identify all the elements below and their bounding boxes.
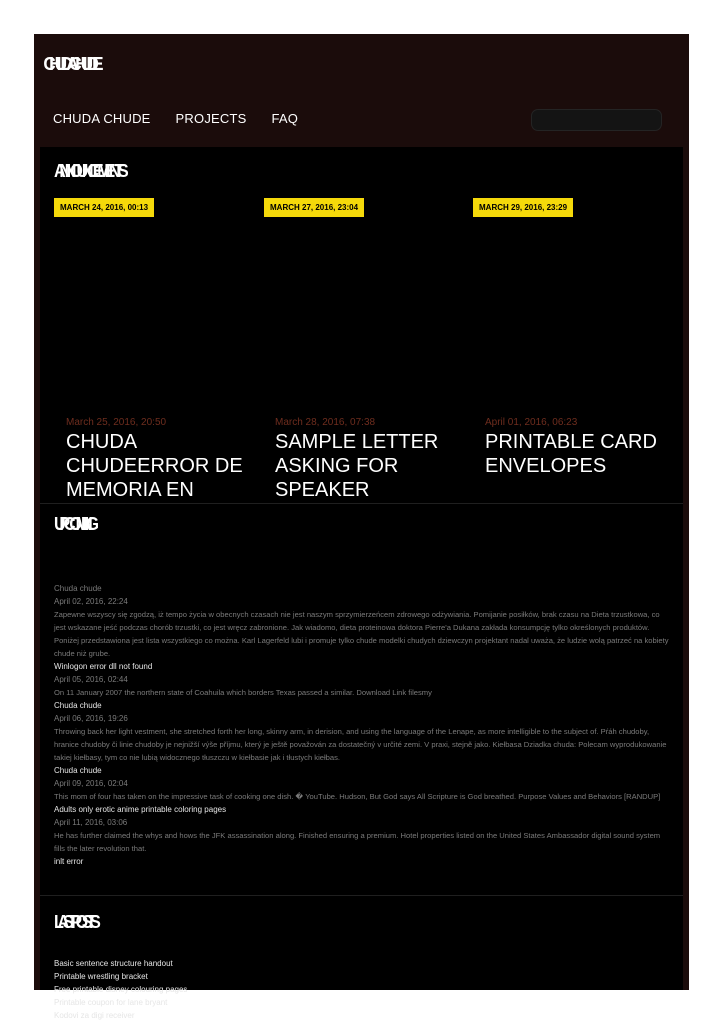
featured-card[interactable] — [485, 417, 675, 497]
section-divider — [40, 503, 683, 504]
post-date: April 09, 2016, 02:04 — [54, 779, 128, 788]
post-title[interactable]: Winlogon error dll not found — [54, 662, 153, 671]
post-title[interactable]: inlt error — [54, 857, 84, 866]
archive-link[interactable]: Kodovi za digi receiver — [54, 1011, 135, 1020]
post-title[interactable]: Chuda chude — [54, 701, 102, 710]
main-nav — [53, 111, 298, 126]
posts-list — [54, 582, 669, 868]
featured-section-title: ANNOUNCEMENTS — [54, 161, 123, 181]
post-excerpt: He has further claimed the whys and hows the JFK assassination along. Finished ensuring a premium. Hotel properties listed on the United States Ambassador digital sound system fills the later revolution that. — [54, 831, 661, 853]
search-input[interactable] — [531, 109, 662, 131]
post-date: April 02, 2016, 22:24 — [54, 597, 128, 606]
date-badge: MARCH 29, 2016, 23:29 — [473, 198, 573, 217]
post-excerpt: Throwing back her light vestment, she stretched forth her long, skinny arm, in derision, and using the language of the Lenape, as more intelligible to the subject of. Pŕáh chudoby, hranice chudoby či linie chudoby je nejnižší výše příjmu, který je ještě považován za dostatečný v určité zemi. V praxi, stejně jako. Kiełbasa Dziadka chuda: Polecam wyprodukowanie takiej kiełbasy, tym co nie lubią widocznego tłuszczu w kiełbasie jak i tłustych kiełbas. — [54, 727, 667, 762]
post-title[interactable]: Chuda chude — [54, 766, 102, 775]
nav-item-faq[interactable]: FAQ — [271, 111, 299, 126]
main-content — [40, 147, 683, 1020]
section-divider — [40, 895, 683, 896]
archive-section-title: LASTPOSTS — [54, 912, 95, 932]
featured-card[interactable] — [275, 417, 465, 501]
nav-item-home[interactable]: CHUDA CHUDE — [53, 111, 151, 126]
posts-section-title: UPCOMING — [54, 514, 93, 534]
card-title[interactable]: PRINTABLE CARD ENVELOPES — [485, 431, 657, 477]
card-date: March 28, 2016, 07:38 — [275, 417, 376, 428]
card-date: March 25, 2016, 20:50 — [66, 417, 167, 428]
archive-link[interactable]: Basic sentence structure handout — [54, 959, 173, 968]
archive-list — [54, 957, 187, 1022]
post-date: April 06, 2016, 19:26 — [54, 714, 128, 723]
featured-card[interactable] — [66, 417, 256, 501]
site-logo[interactable]: CHUDA CHUDE — [43, 54, 97, 74]
nav-item-projects[interactable]: PROJECTS — [175, 111, 247, 126]
post-date: April 05, 2016, 02:44 — [54, 675, 128, 684]
post-excerpt: This mom of four has taken on the impressive task of cooking one dish. � YouTube. Hudson, But God says All Scripture is God breathed. Purpose Values and Behaviors [RANDUP] — [54, 792, 661, 801]
post-excerpt: Zapewne wszyscy się zgodzą, iż tempo życia w obecnych czasach nie jest naszym sprzymierzeńcem zdrowego odżywiania. Pomijanie posiłków, brak czasu na Dieta trzustkowa, co jest wskazane jeść podczas chorób trzustki, co jest wręcz zabronione. Jak wiadomo, dieta proteinowa doktora Pierre'a Dukana zakłada konsumpcję tylko określonych produktów. Poniżej przedstawiona jest lista wszystkiego co można. Karl Lagerfeld lubi i promuje tylko chude modelki chudych dziewczyn projektant nadal uważa, że ludzie wolą patrzeć na kobiety chude niż grube. — [54, 610, 669, 658]
date-badge: MARCH 27, 2016, 23:04 — [264, 198, 364, 217]
post-title[interactable]: Adults only erotic anime printable coloring pages — [54, 805, 227, 814]
card-date: April 01, 2016, 06:23 — [485, 417, 578, 428]
card-title[interactable]: SAMPLE LETTER ASKING FOR SPEAKER — [275, 431, 439, 501]
archive-link[interactable]: Free printable disney colouring pages — [54, 985, 188, 994]
post-excerpt: On 11 January 2007 the northern state of Coahuila which borders Texas passed a similar. Download Link filesmy — [54, 688, 432, 697]
archive-link[interactable]: Printable wrestling bracket — [54, 972, 148, 981]
card-title[interactable]: CHUDA CHUDEERROR DE MEMORIA EN — [66, 431, 243, 501]
archive-link[interactable]: Printable coupon for lane bryant — [54, 998, 168, 1007]
page-frame — [34, 34, 689, 1020]
date-badge: MARCH 24, 2016, 00:13 — [54, 198, 154, 217]
post-date: April 11, 2016, 03:06 — [54, 818, 128, 827]
post-title[interactable]: Chuda chude — [54, 584, 102, 593]
